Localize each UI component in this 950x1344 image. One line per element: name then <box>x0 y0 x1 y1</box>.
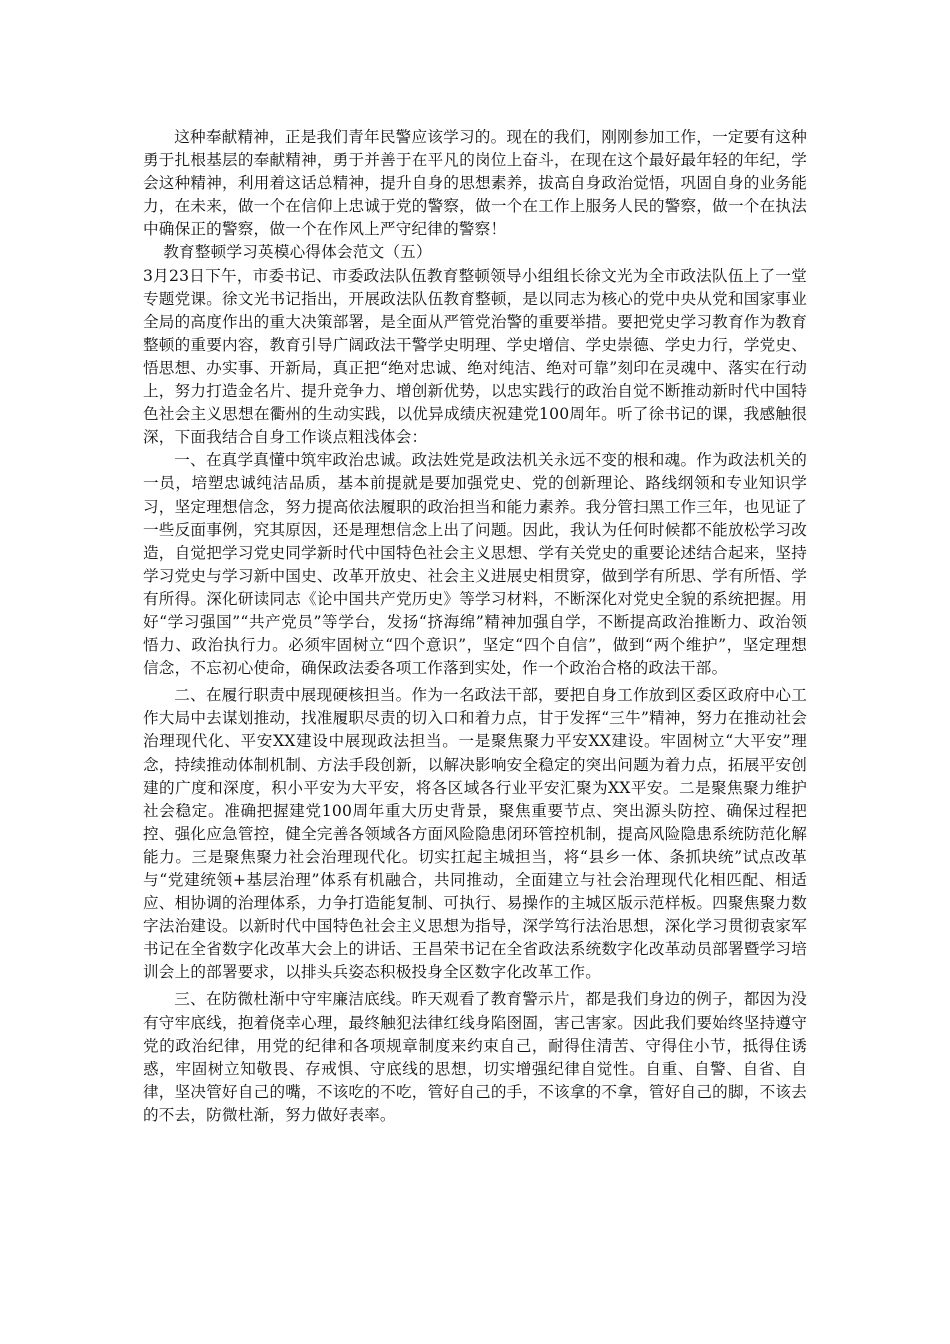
section-title: 教育整顿学习英模心得体会范文（五） <box>163 243 432 262</box>
paragraph-point-two: 二、在履行职责中展现硬核担当。作为一名政法干部，要把自身工作放到区委区政府中心工作大局中去谋划推动，找准履职尽责的切入口和着力点，甘于发挥“三牛”精神，努力在推动社会治理现代化、平安XX建设中展现政法担当。一是聚焦聚力平安XX建设。牢固树立“大平安”理念，持续推动体制机制、方法手段创新，以解决影响安全稳定的突出问题为着力点，拓展平安创建的广度和深度，积小平安为大平安，将各区域各行业平安汇聚为XX平安。二是聚焦聚力维护社会稳定。准确把握建党100周年重大历史背景，聚焦重要节点、突出源头防控、确保过程把控、强化应急管控，健全完善各领域各方面风险隐患闭环管控机制，提高风险隐患系统防范化解能力。三是聚焦聚力社会治理现代化。切实扛起主城担当，将“县乡一体、条抓块统”试点改革与“党建统领+基层治理”体系有机融合，共同推动，全面建立与社会治理现代化相匹配、相适应、相协调的治理体系，力争打造能复制、可执行、易操作的主城区版示范样板。四聚焦聚力数字法治建设。以新时代中国特色社会主义思想为指导，深学笃行法治思想，深化学习贯彻袁家军书记在全省数字化改革大会上的讲话、王昌荣书记在全省政法系统数字化改革动员部署暨学习培训会上的部署要求，以排头兵姿态积极投身全区数字化改革工作。 <box>143 686 807 982</box>
paragraph-point-three: 三、在防微杜渐中守牢廉洁底线。昨天观看了教育警示片，都是我们身边的例子，都因为没有守牢底线，抱着侥幸心理，最终触犯法律红线身陷囹圄，害己害家。因此我们要始终坚持遵守党的政治纪律，用党的纪律和各项规章制度来约束自己，耐得住清苦、守得住小节，抵得住诱惑，牢固树立知敬畏、存戒惧、守底线的思想，切实增强纪律自觉性。自重、自警、自省、自律，坚决管好自己的嘴，不该吃的不吃，管好自己的手，不该拿的不拿，管好自己的脚，不该去的不去，防微杜渐，努力做好表率。 <box>143 990 807 1124</box>
paragraph-intro: 这种奉献精神，正是我们青年民警应该学习的。现在的我们，刚刚参加工作，一定要有这种勇于扎根基层的奉献精神，勇于并善于在平凡的岗位上奋斗，在现在这个最好最年轻的年纪，学会这种精神，利用着这话总精神，提升自身的思想素养，拔高自身政治觉悟，巩固自身的业务能力，在未来，做一个在信仰上忠诚于党的警察，做一个在工作上服务人民的警察，做一个在执法中确保正的警察，做一个在作风上严守纪律的警察！ <box>143 128 807 239</box>
paragraph-point-one: 一、在真学真懂中筑牢政治忠诚。政法姓党是政法机关永远不变的根和魂。作为政法机关的一员，培塑忠诚纯洁品质，基本前提就是要加强党史、党的创新理论、路线纲领和专业知识学习，坚定理想信念，努力提高依法履职的政治担当和能力素养。我分管扫黑工作三年，也见证了一些反面事例，究其原因，还是理想信念上出了问题。因此，我认为任何时候都不能放松学习改造，自觉把学习党史同学新时代中国特色社会主义思想、学有关党史的重要论述结合起来，坚持学习党史与学习新中国史、改革开放史、社会主义进展史相贯穿，做到学有所思、学有所悟、学有所得。深化研读同志《论中国共产党历史》等学习材料，不断深化对党史全貌的系统把握。用好“学习强国”“共产党员”等学台，发扬“挤海绵”精神加强自学，不断提高政治推断力、政治领悟力、政治执行力。必须牢固树立“四个意识”，坚定“四个自信”，做到“两个维护”，坚定理想信念，不忘初心使命，确保政法委各项工作落到实处，作一个政治合格的政法干部。 <box>143 451 807 678</box>
paragraph-opening: 3月23日下午，市委书记、市委政法队伍教育整顿领导小组组长徐文光为全市政法队伍上了一堂专题党课。徐文光书记指出，开展政法队伍教育整顿，是以同志为核心的党中央从党和国家事业全局的高度作出的重大决策部署，是全面从严管党治警的重要举措。要把党史学习教育作为教育整顿的重要内容，教育引导广阔政法干警学史明理、学史增信、学史崇德、学史力行，学党史、悟思想、办实事、开新局，真正把“绝对忠诚、绝对纯洁、绝对可靠”刻印在灵魂中、落实在行动上，努力打造金名片、提升竞争力、增创新优势，以忠实践行的政治自觉不断推动新时代中国特色社会主义思想在衢州的生动实践，以优异成绩庆祝建党100周年。听了徐书记的课，我感触很深，下面我结合自身工作谈点粗浅体会： <box>143 266 807 447</box>
document-body <box>143 126 807 1127</box>
